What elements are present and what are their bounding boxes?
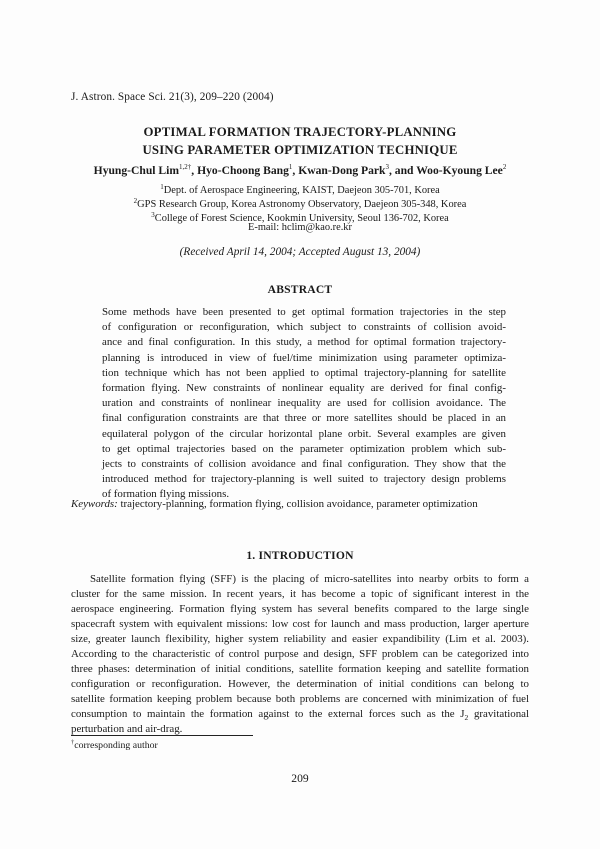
introduction-line: spacecraft system with equivalent missions: low cost for launch and mass production, larger aperture xyxy=(71,618,529,630)
abstract-line: tion technique which has not been applied to optimal trajectory-planning for satellite xyxy=(102,366,506,379)
keywords xyxy=(71,498,478,510)
keywords-label: Keywords: xyxy=(71,498,118,510)
affiliation-text: College of Forest Science, Kookmin University, Seoul 136-702, Korea xyxy=(154,213,449,224)
affiliation-text: Dept. of Aerospace Engineering, KAIST, Daejeon 305-701, Korea xyxy=(163,185,440,196)
introduction-line: Satellite formation flying (SFF) is the placing of micro-satellites into nearby orbits to form a xyxy=(90,573,529,585)
paper-title-line-1: OPTIMAL FORMATION TRAJECTORY-PLANNING xyxy=(143,125,457,139)
author-affiliation-mark: 2 xyxy=(502,163,507,171)
abstract-line: final configuration constraints are that three or more satellites should be placed in an xyxy=(102,412,506,425)
introduction-line: According to the characteristic of control purpose and design, SFF problem can be categorized into xyxy=(71,648,529,660)
footnote xyxy=(71,739,158,751)
footnote-mark: † xyxy=(71,739,75,746)
abstract-line: introduced method for trajectory-planning is well suited to trajectory design problems xyxy=(102,473,506,486)
page-number: 209 xyxy=(291,772,309,785)
author-affiliation-mark: 1,2† xyxy=(179,163,192,171)
abstract-heading: ABSTRACT xyxy=(267,283,333,296)
journal-reference: J. Astron. Space Sci. 21(3), 209–220 (2004) xyxy=(71,91,274,103)
paper-title-line-2: USING PARAMETER OPTIMIZATION TECHNIQUE xyxy=(142,143,458,157)
author-affiliation-mark: 3 xyxy=(385,163,389,171)
introduction-line: configuration or reconfiguration. However, the determination of initial conditions can belong to xyxy=(71,678,529,690)
author-name: Hyung-Chul Lim xyxy=(93,164,180,177)
contact-email: E-mail: hclim@kao.re.kr xyxy=(248,222,352,233)
keywords-text: trajectory-planning, formation flying, collision avoidance, parameter optimization xyxy=(117,498,478,510)
abstract-line: equilateral polygon of the circular horizontal plane orbit. Several examples are given xyxy=(102,427,506,440)
introduction-line: satellite formation keeping problem because both problems are concerned with minimization of fuel xyxy=(71,693,529,705)
author-name: Hyo-Choong Bang xyxy=(197,164,289,177)
author-separator: , xyxy=(191,164,198,177)
author-affiliation-mark: 1 xyxy=(288,163,293,171)
footnote-divider xyxy=(71,735,253,736)
author-name: Kwan-Dong Park xyxy=(298,164,386,177)
introduction-line: perturbation and air-drag. xyxy=(71,723,183,735)
author-name: Woo-Kyoung Lee xyxy=(416,164,503,177)
abstract-line: of formation flying missions. xyxy=(102,488,230,501)
introduction-line: three phases: determination of initial conditions, satellite formation keeping and satellite formation xyxy=(71,663,529,675)
introduction-body xyxy=(71,572,529,737)
abstract-line: formation flying. New constraints of nonlinear equality are derived for final config- xyxy=(102,381,506,394)
introduction-line: aerospace engineering. Formation flying system has several benefits compared to the large single xyxy=(71,603,529,615)
introduction-line: size, greater launch flexibility, higher system reliability and easier expandibility (Lim et al. 2003). xyxy=(71,633,529,645)
author-list xyxy=(0,163,600,177)
footnote-text: corresponding author xyxy=(74,740,158,751)
introduction-heading: 1. INTRODUCTION xyxy=(246,549,354,562)
affiliation-mark: 2 xyxy=(133,197,138,205)
introduction-line: cluster for the same mission. In recent years, it has become a topic of significant interest in the xyxy=(71,588,529,600)
abstract-body xyxy=(102,305,506,502)
abstract-line: planning is introduced in view of fuel/time minimization using parameter optimiza- xyxy=(102,351,506,364)
abstract-line: of configuration or reconfiguration, which subject to constraints of collision avoid- xyxy=(102,321,506,334)
affiliation-mark: 3 xyxy=(151,211,155,219)
abstract-line: jects to constraints of collision avoidance and final configuration. They show that the xyxy=(102,457,506,470)
introduction-line xyxy=(71,707,529,722)
j2-subscript: 2 xyxy=(464,713,469,723)
introduction-line-text: consumption to maintain the formation against to the external forces such as the J xyxy=(71,708,465,720)
affiliation-mark: 1 xyxy=(160,183,164,191)
abstract-line: ance and final configuration. In this study, a method for optimal formation trajectory- xyxy=(102,336,506,349)
author-separator: , and xyxy=(389,164,417,177)
abstract-line: to get optimal trajectories based on the parameter optimization problem which sub- xyxy=(102,442,506,455)
affiliation-text: GPS Research Group, Korea Astronomy Observatory, Daejeon 305-348, Korea xyxy=(137,199,467,210)
abstract-line: uration and constraints of nonlinear inequality are used for collision avoidance. The xyxy=(102,397,506,410)
introduction-line-text: gravitational xyxy=(468,708,529,720)
received-dates: (Received April 14, 2004; Accepted August 13, 2004) xyxy=(179,246,421,258)
author-separator: , xyxy=(292,164,299,177)
abstract-line: Some methods have been presented to get optimal formation trajectories in the step xyxy=(102,306,506,318)
